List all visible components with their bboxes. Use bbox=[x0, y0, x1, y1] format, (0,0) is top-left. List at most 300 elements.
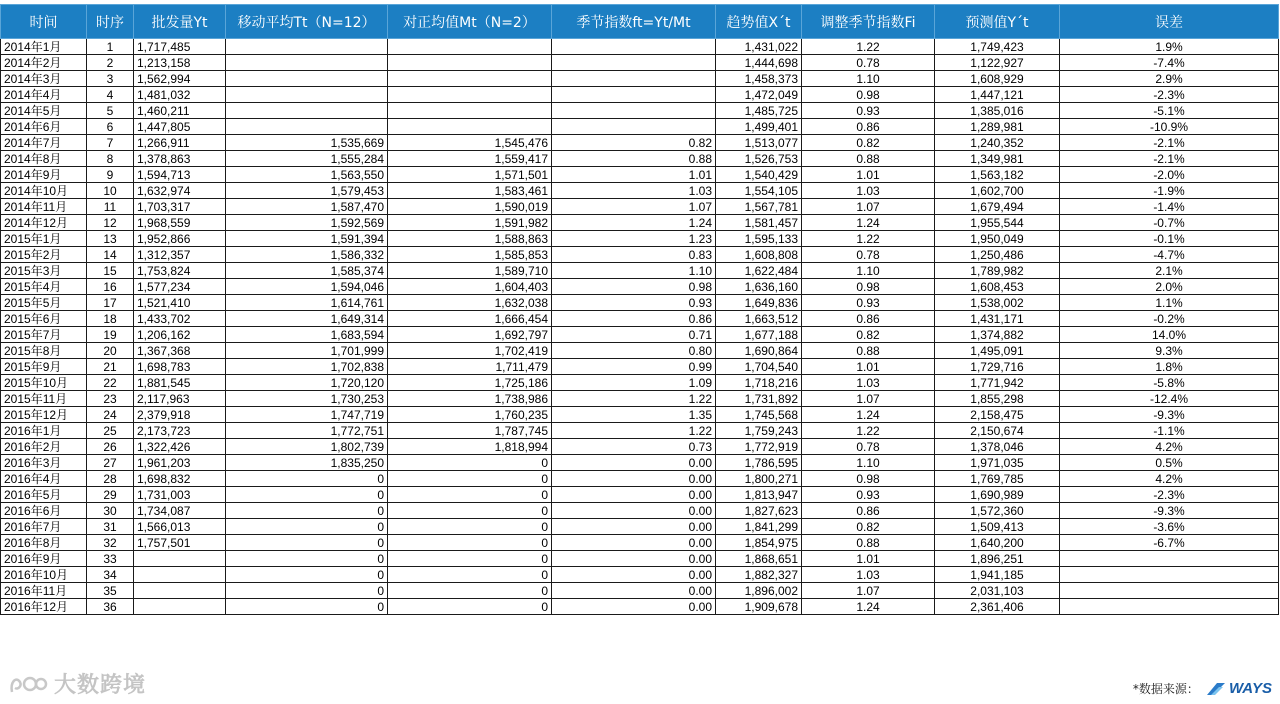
table-cell: 1,738,986 bbox=[388, 391, 552, 407]
table-cell: 0 bbox=[388, 519, 552, 535]
table-cell: 1.01 bbox=[552, 167, 716, 183]
table-cell: 5 bbox=[87, 103, 134, 119]
table-cell: 1,663,512 bbox=[716, 311, 802, 327]
table-cell: 1,595,133 bbox=[716, 231, 802, 247]
table-cell: 1,563,182 bbox=[935, 167, 1060, 183]
table-cell: 2014年12月 bbox=[1, 215, 87, 231]
table-cell: 1,747,719 bbox=[226, 407, 388, 423]
table-cell: -9.3% bbox=[1060, 407, 1279, 423]
table-cell bbox=[388, 71, 552, 87]
table-cell: 1,909,678 bbox=[716, 599, 802, 615]
table-cell: 0 bbox=[226, 535, 388, 551]
table-cell: 2014年2月 bbox=[1, 55, 87, 71]
column-header: 对正均值Mt（N=2） bbox=[388, 5, 552, 39]
table-cell: 36 bbox=[87, 599, 134, 615]
table-cell: 1,968,559 bbox=[134, 215, 226, 231]
table-cell: 1,787,745 bbox=[388, 423, 552, 439]
table-cell bbox=[388, 55, 552, 71]
table-cell: 0 bbox=[226, 471, 388, 487]
table-cell: 1.10 bbox=[802, 71, 935, 87]
column-header: 时序 bbox=[87, 5, 134, 39]
table-cell: 1.03 bbox=[802, 567, 935, 583]
table-cell: 13 bbox=[87, 231, 134, 247]
table-row bbox=[1, 311, 1279, 327]
table-cell: 2015年10月 bbox=[1, 375, 87, 391]
table-cell: 2,117,963 bbox=[134, 391, 226, 407]
table-cell: 0.78 bbox=[802, 55, 935, 71]
table-cell: 33 bbox=[87, 551, 134, 567]
table-cell bbox=[388, 103, 552, 119]
table-cell: 1,772,919 bbox=[716, 439, 802, 455]
table-cell: 1,266,911 bbox=[134, 135, 226, 151]
table-cell: 1,690,864 bbox=[716, 343, 802, 359]
table-cell: 2014年4月 bbox=[1, 87, 87, 103]
table-cell: -12.4% bbox=[1060, 391, 1279, 407]
table-cell: 0.98 bbox=[802, 279, 935, 295]
table-cell: 0.78 bbox=[802, 247, 935, 263]
table-cell: 1,374,882 bbox=[935, 327, 1060, 343]
table-cell: 1,759,243 bbox=[716, 423, 802, 439]
table-cell: 1,753,824 bbox=[134, 263, 226, 279]
table-row bbox=[1, 327, 1279, 343]
table-cell: 0 bbox=[226, 551, 388, 567]
table-cell: 0.83 bbox=[552, 247, 716, 263]
table-cell: 0.86 bbox=[802, 311, 935, 327]
table-cell: 1.24 bbox=[552, 215, 716, 231]
table-cell: 1,554,105 bbox=[716, 183, 802, 199]
table-cell: 6 bbox=[87, 119, 134, 135]
table-cell: 22 bbox=[87, 375, 134, 391]
table-row bbox=[1, 343, 1279, 359]
table-row bbox=[1, 567, 1279, 583]
table-cell: 1,731,892 bbox=[716, 391, 802, 407]
table-cell: 1,349,981 bbox=[935, 151, 1060, 167]
table-cell: 1,431,171 bbox=[935, 311, 1060, 327]
table-cell: 1,240,352 bbox=[935, 135, 1060, 151]
table-row bbox=[1, 279, 1279, 295]
table-cell: 1,882,327 bbox=[716, 567, 802, 583]
table-cell: -10.9% bbox=[1060, 119, 1279, 135]
table-row bbox=[1, 247, 1279, 263]
table-cell: 1,718,216 bbox=[716, 375, 802, 391]
table-cell: 1.07 bbox=[802, 199, 935, 215]
table-cell: 23 bbox=[87, 391, 134, 407]
table-cell: 1,749,423 bbox=[935, 39, 1060, 55]
table-row bbox=[1, 535, 1279, 551]
table-cell: 20 bbox=[87, 343, 134, 359]
table-row bbox=[1, 455, 1279, 471]
table-cell: 2.0% bbox=[1060, 279, 1279, 295]
table-row bbox=[1, 135, 1279, 151]
table-cell: 1,581,457 bbox=[716, 215, 802, 231]
table-cell: 1,731,003 bbox=[134, 487, 226, 503]
table-cell: -7.4% bbox=[1060, 55, 1279, 71]
data-source-label: *数据来源： bbox=[1132, 682, 1199, 696]
table-cell: 0 bbox=[226, 487, 388, 503]
table-cell: 1.07 bbox=[802, 583, 935, 599]
table-cell: -3.6% bbox=[1060, 519, 1279, 535]
table-cell: 12 bbox=[87, 215, 134, 231]
table-cell: 0 bbox=[226, 567, 388, 583]
table-cell: 1,604,403 bbox=[388, 279, 552, 295]
table-cell: 2015年7月 bbox=[1, 327, 87, 343]
table-cell: 1.35 bbox=[552, 407, 716, 423]
table-cell: 2014年7月 bbox=[1, 135, 87, 151]
table-cell: 2016年6月 bbox=[1, 503, 87, 519]
table-cell: 1,896,002 bbox=[716, 583, 802, 599]
table-cell: 1,594,046 bbox=[226, 279, 388, 295]
table-cell: 1,690,989 bbox=[935, 487, 1060, 503]
table-cell: 0.00 bbox=[552, 599, 716, 615]
table-cell: 2016年9月 bbox=[1, 551, 87, 567]
table-cell: 1,632,038 bbox=[388, 295, 552, 311]
table-cell: 16 bbox=[87, 279, 134, 295]
table-cell: 1,540,429 bbox=[716, 167, 802, 183]
table-cell: 1,971,035 bbox=[935, 455, 1060, 471]
table-cell: 1.10 bbox=[552, 263, 716, 279]
table-cell bbox=[134, 567, 226, 583]
table-cell: -2.1% bbox=[1060, 135, 1279, 151]
table-cell: 0.99 bbox=[552, 359, 716, 375]
table-cell: 1,378,046 bbox=[935, 439, 1060, 455]
table-cell: 1,608,453 bbox=[935, 279, 1060, 295]
table-cell: 1,789,982 bbox=[935, 263, 1060, 279]
table-cell: 1,961,203 bbox=[134, 455, 226, 471]
table-cell: 1,640,200 bbox=[935, 535, 1060, 551]
table-cell: 1.22 bbox=[802, 423, 935, 439]
table-cell: 14.0% bbox=[1060, 327, 1279, 343]
table-cell: 1,289,981 bbox=[935, 119, 1060, 135]
table-cell: 18 bbox=[87, 311, 134, 327]
table-cell: 2,361,406 bbox=[935, 599, 1060, 615]
table-cell: 1,562,994 bbox=[134, 71, 226, 87]
table-cell bbox=[552, 119, 716, 135]
table-cell: 1,431,022 bbox=[716, 39, 802, 55]
table-cell: 0.82 bbox=[552, 135, 716, 151]
table-cell: 1,447,805 bbox=[134, 119, 226, 135]
table-cell: 1,559,417 bbox=[388, 151, 552, 167]
table-cell: 30 bbox=[87, 503, 134, 519]
table-cell: 19 bbox=[87, 327, 134, 343]
table-cell: 1,122,927 bbox=[935, 55, 1060, 71]
table-cell: 21 bbox=[87, 359, 134, 375]
table-row bbox=[1, 215, 1279, 231]
table-cell: 0.88 bbox=[552, 151, 716, 167]
table-cell: 0.88 bbox=[802, 535, 935, 551]
table-cell: 0 bbox=[388, 487, 552, 503]
table-cell: 1.03 bbox=[552, 183, 716, 199]
table-cell: 27 bbox=[87, 455, 134, 471]
table-cell: 1,881,545 bbox=[134, 375, 226, 391]
table-cell: 2.9% bbox=[1060, 71, 1279, 87]
table-cell: 1,585,853 bbox=[388, 247, 552, 263]
table-cell: -9.3% bbox=[1060, 503, 1279, 519]
table-cell: 26 bbox=[87, 439, 134, 455]
table-cell: 2016年7月 bbox=[1, 519, 87, 535]
ways-logo-icon bbox=[1205, 681, 1227, 697]
table-cell: 1,771,942 bbox=[935, 375, 1060, 391]
ways-logo bbox=[1205, 680, 1272, 697]
column-header: 移动平均Tt（N=12） bbox=[226, 5, 388, 39]
table-cell: 1.03 bbox=[802, 183, 935, 199]
table-cell: 1,250,486 bbox=[935, 247, 1060, 263]
table-cell: 2015年5月 bbox=[1, 295, 87, 311]
table-row bbox=[1, 407, 1279, 423]
table-cell: 1,717,485 bbox=[134, 39, 226, 55]
table-cell: -0.1% bbox=[1060, 231, 1279, 247]
table-cell: 4.2% bbox=[1060, 471, 1279, 487]
table-row bbox=[1, 55, 1279, 71]
table-cell: 1,760,235 bbox=[388, 407, 552, 423]
table-cell: 29 bbox=[87, 487, 134, 503]
table-cell: -6.7% bbox=[1060, 535, 1279, 551]
table-cell: 1,649,836 bbox=[716, 295, 802, 311]
table-cell: -2.3% bbox=[1060, 87, 1279, 103]
table-cell: 2,150,674 bbox=[935, 423, 1060, 439]
table-cell: 10 bbox=[87, 183, 134, 199]
ways-brand-text: WAYS bbox=[1228, 680, 1272, 697]
table-cell: -1.9% bbox=[1060, 183, 1279, 199]
table-cell: 2,031,103 bbox=[935, 583, 1060, 599]
table-cell: 0.5% bbox=[1060, 455, 1279, 471]
table-cell: 1,614,761 bbox=[226, 295, 388, 311]
table-cell: 1,472,049 bbox=[716, 87, 802, 103]
table-row bbox=[1, 87, 1279, 103]
table-cell: -1.1% bbox=[1060, 423, 1279, 439]
table-cell: 1 bbox=[87, 39, 134, 55]
table-cell bbox=[388, 39, 552, 55]
table-cell: 1,896,251 bbox=[935, 551, 1060, 567]
table-row bbox=[1, 423, 1279, 439]
table-cell: 1.09 bbox=[552, 375, 716, 391]
table-cell: 0 bbox=[388, 471, 552, 487]
table-cell: 0.98 bbox=[802, 87, 935, 103]
table-cell: 35 bbox=[87, 583, 134, 599]
table-cell: 1,679,494 bbox=[935, 199, 1060, 215]
table-cell: 1.8% bbox=[1060, 359, 1279, 375]
table-cell: 1,725,186 bbox=[388, 375, 552, 391]
table-cell: 1,952,866 bbox=[134, 231, 226, 247]
table-cell bbox=[552, 87, 716, 103]
table-cell: 2014年1月 bbox=[1, 39, 87, 55]
table-cell: 8 bbox=[87, 151, 134, 167]
table-cell: 0.98 bbox=[552, 279, 716, 295]
table-row bbox=[1, 231, 1279, 247]
data-source bbox=[1133, 680, 1272, 697]
table-cell: 0.82 bbox=[802, 135, 935, 151]
table-cell: 1.24 bbox=[802, 599, 935, 615]
table-row bbox=[1, 583, 1279, 599]
table-cell: 1,589,710 bbox=[388, 263, 552, 279]
table-cell: 32 bbox=[87, 535, 134, 551]
table-cell: 1,813,947 bbox=[716, 487, 802, 503]
table-cell: 1.22 bbox=[552, 423, 716, 439]
table-cell: 1,786,595 bbox=[716, 455, 802, 471]
table-cell: 1.07 bbox=[552, 199, 716, 215]
table-body bbox=[1, 39, 1279, 615]
table-cell: 1,698,832 bbox=[134, 471, 226, 487]
column-header: 调整季节指数Fi bbox=[802, 5, 935, 39]
table-cell bbox=[226, 103, 388, 119]
table-cell: 2015年11月 bbox=[1, 391, 87, 407]
table-cell: 1.03 bbox=[802, 375, 935, 391]
table-cell: 1,701,999 bbox=[226, 343, 388, 359]
table-cell bbox=[226, 39, 388, 55]
table-cell: 1,499,401 bbox=[716, 119, 802, 135]
table-cell: 1,802,739 bbox=[226, 439, 388, 455]
table-cell: 1,433,702 bbox=[134, 311, 226, 327]
table-cell: 1,702,419 bbox=[388, 343, 552, 359]
table-row bbox=[1, 167, 1279, 183]
column-header: 批发量Yt bbox=[134, 5, 226, 39]
table-cell: 1.22 bbox=[552, 391, 716, 407]
table-cell: 1.01 bbox=[802, 167, 935, 183]
table-cell: 0.00 bbox=[552, 583, 716, 599]
table-cell bbox=[226, 55, 388, 71]
watermark-text: 大数跨境 bbox=[54, 673, 147, 698]
table-cell: 1,563,550 bbox=[226, 167, 388, 183]
table-row bbox=[1, 375, 1279, 391]
table-cell: 0.00 bbox=[552, 535, 716, 551]
table-cell: 1.22 bbox=[802, 231, 935, 247]
table-cell: 1,729,716 bbox=[935, 359, 1060, 375]
table-cell bbox=[1060, 567, 1279, 583]
table-cell: 1.01 bbox=[802, 551, 935, 567]
table-cell: 1,720,120 bbox=[226, 375, 388, 391]
table-cell: 1,632,974 bbox=[134, 183, 226, 199]
table-cell: 1,608,929 bbox=[935, 71, 1060, 87]
table-cell: 1,586,332 bbox=[226, 247, 388, 263]
table-cell bbox=[552, 39, 716, 55]
table-cell: 1,622,484 bbox=[716, 263, 802, 279]
table-row bbox=[1, 519, 1279, 535]
column-header: 误差 bbox=[1060, 5, 1279, 39]
table-cell: 1,571,501 bbox=[388, 167, 552, 183]
table-cell: 1,594,713 bbox=[134, 167, 226, 183]
table-cell: 1,458,373 bbox=[716, 71, 802, 87]
table-cell: 0.82 bbox=[802, 519, 935, 535]
table-cell: 1.10 bbox=[802, 455, 935, 471]
table-cell: -1.4% bbox=[1060, 199, 1279, 215]
table-cell: 2016年3月 bbox=[1, 455, 87, 471]
table-cell: 1,322,426 bbox=[134, 439, 226, 455]
table-cell bbox=[226, 87, 388, 103]
table-cell: 0 bbox=[226, 583, 388, 599]
table-cell: 1,521,410 bbox=[134, 295, 226, 311]
table-cell: 1,649,314 bbox=[226, 311, 388, 327]
table-cell: 1,481,032 bbox=[134, 87, 226, 103]
table-cell: 3 bbox=[87, 71, 134, 87]
table-cell: 2015年2月 bbox=[1, 247, 87, 263]
table-cell: 1,555,284 bbox=[226, 151, 388, 167]
table-cell: 2015年12月 bbox=[1, 407, 87, 423]
table-cell: -2.3% bbox=[1060, 487, 1279, 503]
table-cell: 1,835,250 bbox=[226, 455, 388, 471]
table-cell: 0 bbox=[388, 583, 552, 599]
table-cell: 1.01 bbox=[802, 359, 935, 375]
table-cell: 2016年8月 bbox=[1, 535, 87, 551]
table-cell: 1,538,002 bbox=[935, 295, 1060, 311]
table-cell: 1,692,797 bbox=[388, 327, 552, 343]
table-cell: 1,579,453 bbox=[226, 183, 388, 199]
table-cell bbox=[388, 119, 552, 135]
table-cell: 1,587,470 bbox=[226, 199, 388, 215]
table-cell: 1,757,501 bbox=[134, 535, 226, 551]
table-cell: 2016年12月 bbox=[1, 599, 87, 615]
table-cell: 0.93 bbox=[552, 295, 716, 311]
table-cell: 1,698,783 bbox=[134, 359, 226, 375]
table-cell: -4.7% bbox=[1060, 247, 1279, 263]
table-cell: 0.00 bbox=[552, 519, 716, 535]
table-cell bbox=[552, 55, 716, 71]
table-cell: 2015年3月 bbox=[1, 263, 87, 279]
table-cell: 0.93 bbox=[802, 103, 935, 119]
table-cell: 1.22 bbox=[802, 39, 935, 55]
table-cell: 2015年9月 bbox=[1, 359, 87, 375]
table-cell bbox=[226, 71, 388, 87]
table-cell: 17 bbox=[87, 295, 134, 311]
table-cell bbox=[1060, 583, 1279, 599]
table-cell: 2,173,723 bbox=[134, 423, 226, 439]
table-row bbox=[1, 391, 1279, 407]
table-cell: 1,818,994 bbox=[388, 439, 552, 455]
table-cell: 2,379,918 bbox=[134, 407, 226, 423]
table-cell: 0.86 bbox=[552, 311, 716, 327]
table-cell: 1,583,461 bbox=[388, 183, 552, 199]
table-cell: 1,841,299 bbox=[716, 519, 802, 535]
table-cell: 1,702,838 bbox=[226, 359, 388, 375]
table-cell: 1,577,234 bbox=[134, 279, 226, 295]
table-cell: 4.2% bbox=[1060, 439, 1279, 455]
table-cell: -2.1% bbox=[1060, 151, 1279, 167]
table-cell: 2016年11月 bbox=[1, 583, 87, 599]
table-row bbox=[1, 119, 1279, 135]
table-cell: 2015年1月 bbox=[1, 231, 87, 247]
table-cell: 0 bbox=[388, 503, 552, 519]
table-cell bbox=[134, 551, 226, 567]
table-cell: 1.9% bbox=[1060, 39, 1279, 55]
table-cell: 1,950,049 bbox=[935, 231, 1060, 247]
table-cell: 1,572,360 bbox=[935, 503, 1060, 519]
table-cell: 1,513,077 bbox=[716, 135, 802, 151]
table-cell: 2014年5月 bbox=[1, 103, 87, 119]
table-row bbox=[1, 103, 1279, 119]
table-cell: 1,636,160 bbox=[716, 279, 802, 295]
table-cell: 15 bbox=[87, 263, 134, 279]
table-cell: 1,566,013 bbox=[134, 519, 226, 535]
table-cell: 1,444,698 bbox=[716, 55, 802, 71]
table-cell: 9 bbox=[87, 167, 134, 183]
table-cell: 1,495,091 bbox=[935, 343, 1060, 359]
table-cell: 0.00 bbox=[552, 551, 716, 567]
table-cell: 7 bbox=[87, 135, 134, 151]
column-header: 趋势值X´t bbox=[716, 5, 802, 39]
table-cell: 1.1% bbox=[1060, 295, 1279, 311]
table-cell: 1,585,374 bbox=[226, 263, 388, 279]
column-header: 预测值Y´t bbox=[935, 5, 1060, 39]
table-cell: 0 bbox=[388, 599, 552, 615]
table-row bbox=[1, 183, 1279, 199]
header-row bbox=[1, 5, 1279, 39]
table-cell: 31 bbox=[87, 519, 134, 535]
table-cell: 1,535,669 bbox=[226, 135, 388, 151]
table-cell: 0.88 bbox=[802, 343, 935, 359]
table-cell: 25 bbox=[87, 423, 134, 439]
table-cell: 34 bbox=[87, 567, 134, 583]
table-cell: 1.23 bbox=[552, 231, 716, 247]
table-cell: 0.00 bbox=[552, 487, 716, 503]
table-cell: 2015年6月 bbox=[1, 311, 87, 327]
